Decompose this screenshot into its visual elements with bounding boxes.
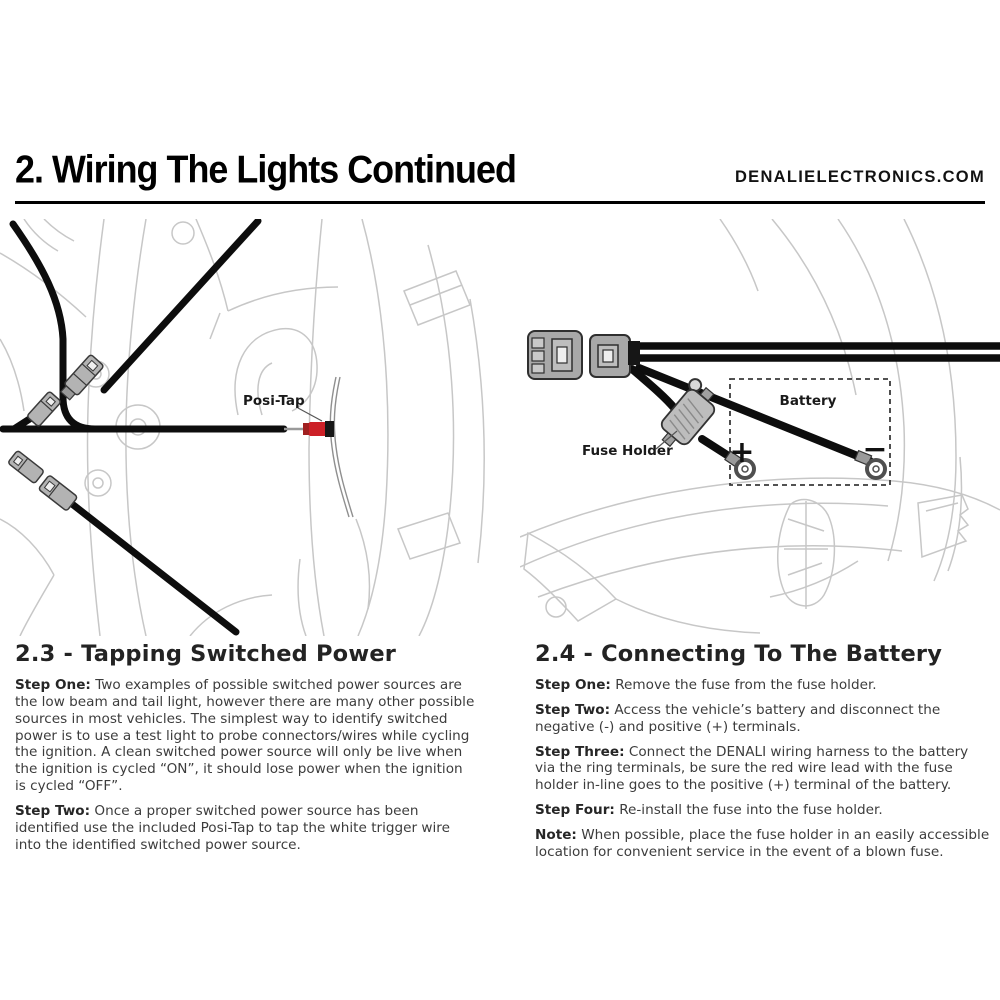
site-url: DENALIELECTRONICS.COM [734,168,985,186]
step-paragraph [535,744,991,795]
connector-pair-lower [8,450,78,511]
harness-wires [3,221,284,632]
step-label: Step Two: [15,802,91,819]
posi-tap-label: Posi-Tap [243,393,305,409]
step-text: Re-install the fuse into the fuse holder. [619,802,883,819]
harness-plug-male [528,331,582,379]
step-text: Remove the fuse from the fuse holder. [615,677,877,693]
trigger-wire [330,377,353,517]
rear-frame-lineart [520,219,1000,633]
step-label: Step One: [535,677,611,693]
step-paragraph [535,802,991,819]
step-text: Two examples of possible switched power sources are the low beam and tail light, however there are many other possible sources in most vehicles. The simplest way to identify switched power is to use a test light to probe connectors/wires while cycling the ignition. A clean switched power source will only be live when the ignition is cycled “ON”, it should lose power when the ignition is cycled “OFF”. [15,677,475,795]
note-label: Note: [535,826,577,843]
header-divider [15,201,985,204]
page-title: 2. Wiring The Lights Continued [15,147,516,191]
section-heading: 2.3 - Tapping Switched Power [15,641,397,667]
step-paragraph [535,677,991,694]
section-connecting-to-battery [535,641,991,869]
diagram-tapping-switched-power [0,219,500,636]
wire-diagonal-lower [58,493,236,632]
step-paragraph [15,677,477,795]
note-text: When possible, place the fuse holder in an easily accessible location for convenient service in the event of a blown fuse. [535,826,990,860]
section-tapping-switched-power [15,641,477,861]
posi-tap-connector [303,421,334,437]
step-label: Step Four: [535,802,615,819]
step-text: Connect the DENALI wiring harness to the battery via the ring terminals, be sure the red wire lead with the fuse holder in-line goes to the positive (+) terminal of the battery. [535,743,969,794]
step-label: Step Two: [535,701,611,718]
positive-sign: + [729,435,755,470]
step-paragraph [535,702,991,736]
battery-label: Battery [779,393,837,409]
fuse-holder-label: Fuse Holder [582,443,673,459]
step-paragraph [15,803,477,854]
negative-sign: − [862,432,888,467]
posi-tap-diagram-svg [0,219,500,636]
step-text: Access the vehicle’s battery and disconnect the negative (-) and positive (+) terminals. [535,701,941,735]
harness-plug-pair [528,331,640,379]
diagram-connecting-to-battery [520,219,1000,636]
step-label: Step Three: [535,743,625,760]
wire-diagonal-upper [104,221,258,390]
step-text: Once a proper switched power source has been identified use the included Posi-Tap to tap the white trigger wire into the identified switched power source. [15,802,450,853]
section-heading: 2.4 - Connecting To The Battery [535,641,943,667]
step-label: Step One: [15,677,91,693]
note-paragraph [535,827,991,861]
battery-diagram-svg [520,219,1000,636]
page-header [15,147,985,192]
